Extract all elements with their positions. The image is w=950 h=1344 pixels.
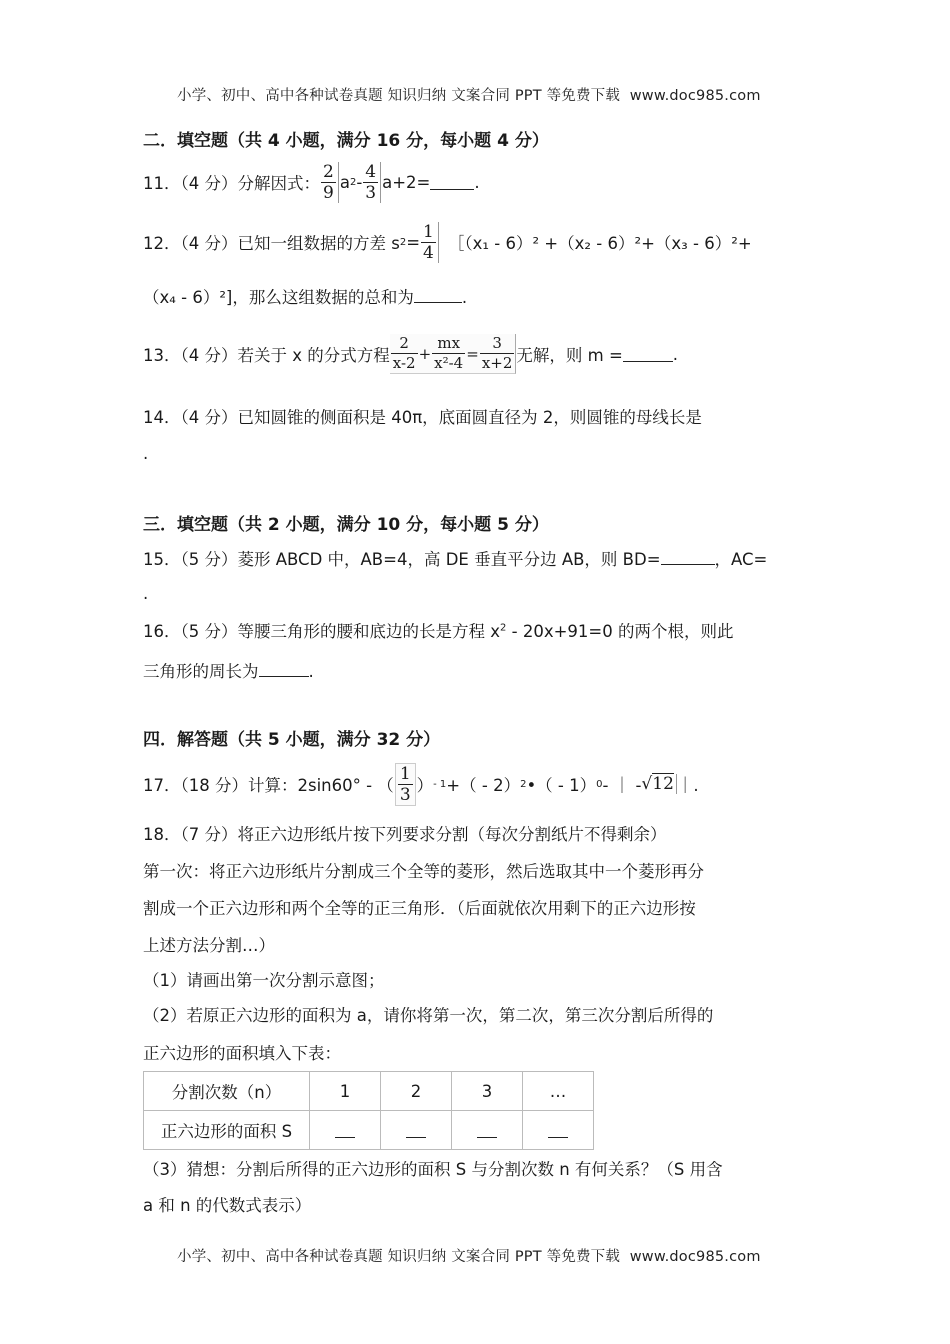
table-cell: 3 <box>452 1072 523 1111</box>
fraction-4-3: $\frac{4}{3}$ <box>363 162 381 203</box>
question-18-line4: 上述方法分割…） <box>143 936 275 955</box>
question-14-line2: . <box>143 444 149 463</box>
table-cell: … <box>523 1072 594 1111</box>
question-14: 14．（4 分）已知圆锥的侧面积是 40π，底面圆直径为 2，则圆锥的母线长是 <box>143 408 702 427</box>
page-footer <box>177 1245 761 1266</box>
question-18-part3: （3）猜想：分割后所得的正六边形的面积 S 与分割次数 n 有何关系？（S 用含 <box>143 1160 723 1179</box>
answer-blank[interactable] <box>335 1119 355 1138</box>
answer-blank[interactable] <box>414 288 462 303</box>
answer-blank[interactable] <box>623 347 673 362</box>
answer-blank[interactable] <box>477 1119 497 1138</box>
question-18-part3-line2: a 和 n 的代数式表示） <box>143 1196 312 1215</box>
answer-blank[interactable] <box>259 662 309 677</box>
table-row-n <box>144 1072 594 1111</box>
question-15: 15．（5 分）菱形 ABCD 中，AB=4，高 DE 垂直平分边 AB，则 BD= ，AC= <box>143 550 768 569</box>
question-11: 11．（4 分）分解因式： $\frac{2}{9}$ a 2 - $\frac{4}{3}$ a+2= . <box>143 161 480 203</box>
section-2-title: 二．填空题（共 4 小题，满分 16 分，每小题 4 分） <box>143 131 549 151</box>
answer-blank[interactable] <box>430 175 474 190</box>
answer-blank-bd[interactable] <box>661 550 715 565</box>
fraction-2-9: $\frac{2}{9}$ <box>321 162 339 203</box>
table-header-s: 正六边形的面积 S <box>144 1111 310 1150</box>
question-16-line2: 三角形的周长为 . <box>143 662 314 681</box>
fractional-equation: $\frac{2}{x-2}$ + $\frac{mx}{\text{x²-4}}$ = $\frac{3}{x+2}$ <box>390 334 517 374</box>
answer-table <box>143 1071 594 1150</box>
page-header <box>177 84 761 105</box>
question-18: 18．（7 分）将正六边形纸片按下列要求分割（每次分割纸片不得剩余） <box>143 825 667 844</box>
question-13: 13．（4 分）若关于 x 的分式方程 $\frac{2}{x-2}$ + $\frac{mx}{\text{x²-4}}$ = $\frac{3}{x+2}$ 无解，则 m = . <box>143 334 679 372</box>
header-url: www.doc985.com <box>629 88 761 104</box>
section-4-title: 四．解答题（共 5 小题，满分 32 分） <box>143 730 441 750</box>
table-header-n: 分割次数（n） <box>144 1072 310 1111</box>
fraction-1-4: $\frac{1}{4}$ <box>421 222 439 263</box>
question-16: 16．（5 分）等腰三角形的腰和底边的长是方程 $x^2 - 20x+91=0$ 的两个根，则此 <box>143 622 734 641</box>
answer-blank[interactable] <box>548 1119 568 1138</box>
q11-prefix: 11．（4 分）分解因式： <box>143 174 320 193</box>
header-text: 小学、初中、高中各种试卷真题 知识归纳 文案合同 PPT 等免费下载 <box>177 88 621 104</box>
table-cell: 2 <box>381 1072 452 1111</box>
question-18-line3: 割成一个正六边形和两个全等的正三角形．（后面就依次用剩下的正六边形按 <box>143 899 696 918</box>
question-18-part2: （2）若原正六边形的面积为 a，请你将第一次，第二次，第三次分割后所得的 <box>143 1006 714 1025</box>
question-12-line2: （x₄ - 6）²]，那么这组数据的总和为 . <box>143 288 468 307</box>
question-18-part1: （1）请画出第一次分割示意图； <box>143 971 385 990</box>
question-12: 12．（4 分）已知一组数据的方差 s 2 = $\frac{1}{4}$ ［（x₁ - 6）² +（x₂ - 6）²+（x₃ - 6）²+ <box>143 221 752 263</box>
square-root: √12 <box>641 774 676 794</box>
table-cell: 1 <box>310 1072 381 1111</box>
section-3-title: 三．填空题（共 2 小题，满分 10 分，每小题 5 分） <box>143 515 549 535</box>
question-18-part2-line2: 正六边形的面积填入下表： <box>143 1044 341 1063</box>
question-17: 17．（18 分）计算：2sin60° - （ $\frac{1}{3}$ ） - 1 +（ - 2） 2 •（ - 1） 0 - ｜ - √12 ｜. <box>143 763 699 805</box>
fraction-1-3: $\frac{1}{3}$ <box>395 763 416 806</box>
question-15-line2: . <box>143 584 149 603</box>
question-18-line2: 第一次：将正六边形纸片分割成三个全等的菱形，然后选取其中一个菱形再分 <box>143 862 704 881</box>
footer-text: 小学、初中、高中各种试卷真题 知识归纳 文案合同 PPT 等免费下载 <box>177 1249 621 1265</box>
answer-blank[interactable] <box>406 1119 426 1138</box>
footer-url: www.doc985.com <box>629 1249 761 1265</box>
table-row-s <box>144 1111 594 1150</box>
